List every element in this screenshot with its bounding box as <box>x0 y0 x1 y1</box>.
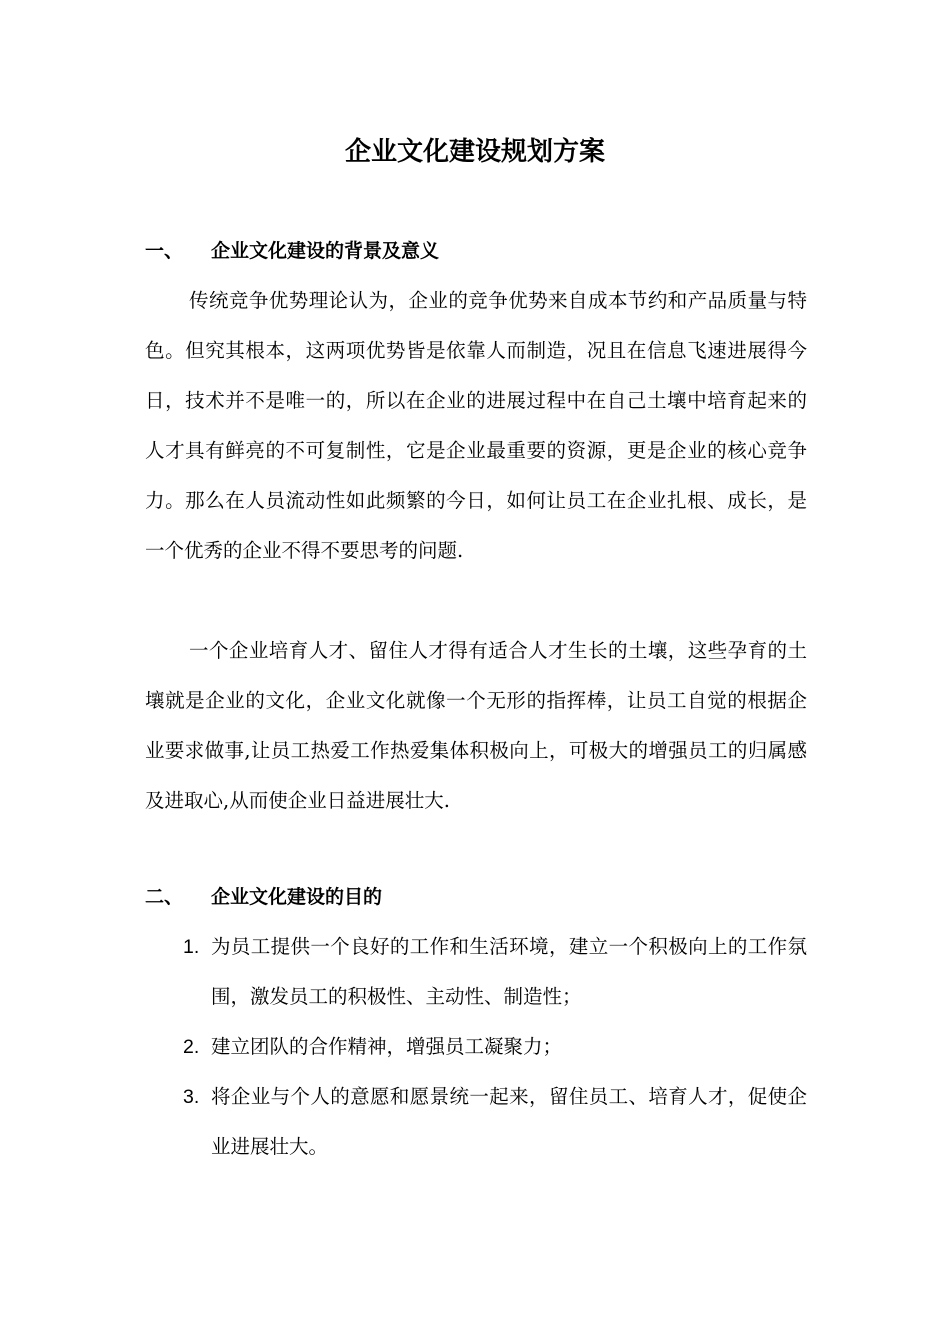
section-heading-purpose <box>145 882 382 912</box>
section-number: 二、 <box>145 886 184 908</box>
section-heading-background <box>145 236 439 266</box>
list-marker: 3. <box>183 1086 200 1108</box>
list-item-text: 为员工提供一个良好的工作和生活环境，建立一个积极向上的工作氛围，激发员工的积极性、主动性、制造性； <box>211 935 807 1008</box>
document-title: 企业文化建设规划方案 <box>344 137 605 167</box>
purpose-list <box>145 922 807 1172</box>
section-title: 企业文化建设的背景及意义 <box>211 240 440 262</box>
list-marker: 2. <box>183 1036 200 1058</box>
body-paragraph-2: 一个企业培育人才、留住人才得有适合人才生长的土壤，这些孕育的土壤就是企业的文化，企业文化就像一个无形的指挥棒，让员工自觉的根据企业要求做事,让员工热爱工作热爱集体积极向上，可极大的增强员工的归属感及进取心,从而使企业日益进展壮大. <box>145 639 807 812</box>
list-marker: 1. <box>183 936 200 958</box>
list-item-text: 将企业与个人的意愿和愿景统一起来，留住员工、培育人才，促使企业进展壮大。 <box>211 1085 807 1158</box>
list-item <box>145 1022 807 1072</box>
section-number: 一、 <box>145 240 184 262</box>
list-item <box>145 922 807 1022</box>
list-item-text: 建立团队的合作精神，增强员工凝聚力； <box>211 1035 563 1058</box>
list-item <box>145 1072 807 1172</box>
body-paragraph-1: 传统竞争优势理论认为，企业的竞争优势来自成本节约和产品质量与特色。但究其根本，这两项优势皆是依靠人而制造，况且在信息飞速进展得今日，技术并不是唯一的，所以在企业的进展过程中在自己土壤中培育起来的人才具有鲜亮的不可复制性，它是企业最重要的资源，更是企业的核心竞争力。那么在人员流动性如此频繁的今日，如何让员工在企业扎根、成长，是一个优秀的企业不得不要思考的问题. <box>145 289 807 562</box>
section-title: 企业文化建设的目的 <box>211 886 383 908</box>
